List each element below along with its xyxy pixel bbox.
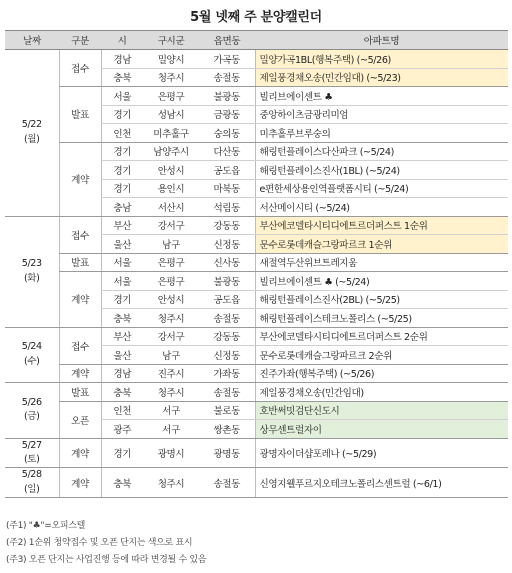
apartment-cell: 호반써밋검단신도시 [255, 401, 508, 420]
apartment-cell: 문수로롯데캐슬그랑파르크 1순위 [255, 235, 508, 254]
day-cell [5, 50, 59, 217]
gu-cell: 청주시 [143, 383, 199, 402]
header-apartment: 아파트명 [255, 31, 508, 50]
category-cell: 접수 [59, 216, 101, 253]
apartment-cell: 진주가좌(행복주택) (~5/26) [255, 364, 508, 383]
table-row [5, 327, 508, 346]
day-cell [5, 383, 59, 439]
day-cell [5, 216, 59, 327]
gu-cell: 남구 [143, 235, 199, 254]
header-si: 시 [101, 31, 143, 50]
si-cell: 부산 [101, 216, 143, 235]
apartment-cell: 서산메이시티 (~5/24) [255, 198, 508, 217]
gu-cell: 밀양시 [143, 50, 199, 69]
gu-cell: 서구 [143, 401, 199, 420]
gu-cell: 서산시 [143, 198, 199, 217]
category-cell: 발표 [59, 87, 101, 143]
dong-cell: 불광동 [199, 272, 255, 291]
table-row [5, 468, 508, 498]
apartment-cell: 제일풍경채오송(민간임대) [255, 383, 508, 402]
si-cell: 울산 [101, 235, 143, 254]
gu-cell: 청주시 [143, 68, 199, 87]
day-weekday: (수) [23, 355, 40, 367]
gu-cell: 진주시 [143, 364, 199, 383]
category-cell: 계약 [59, 468, 101, 498]
dong-cell: 가곡동 [199, 50, 255, 69]
day-weekday: (토) [23, 453, 40, 465]
footnotes [6, 518, 206, 569]
apartment-cell: 해링턴플레이스다산파크 (~5/24) [255, 142, 508, 161]
table-row [5, 50, 508, 69]
dong-cell: 송절동 [199, 68, 255, 87]
si-cell: 경기 [101, 290, 143, 309]
header-dong: 읍면동 [199, 31, 255, 50]
day-weekday: (금) [23, 411, 40, 423]
category-cell: 접수 [59, 327, 101, 364]
si-cell: 울산 [101, 346, 143, 365]
gu-cell: 용인시 [143, 179, 199, 198]
gu-cell: 남양주시 [143, 142, 199, 161]
apartment-cell: 빌리브에이센트 ♣ [255, 87, 508, 106]
dong-cell: 숭의동 [199, 124, 255, 143]
dong-cell: 송절동 [199, 309, 255, 328]
dong-cell: 불로동 [199, 401, 255, 420]
day-date: 5/28 [21, 469, 42, 481]
dong-cell: 금광동 [199, 105, 255, 124]
apartment-cell: 미추홀루브루숭의 [255, 124, 508, 143]
day-date: 5/26 [21, 396, 42, 408]
dong-cell: 송절동 [199, 383, 255, 402]
si-cell: 인천 [101, 401, 143, 420]
category-cell: 발표 [59, 253, 101, 272]
table-row [5, 364, 508, 383]
page-title: 5월 넷째 주 분양캘린더 [190, 10, 322, 25]
category-cell: 계약 [59, 142, 101, 216]
day-date: 5/27 [21, 439, 42, 451]
dong-cell: 다산동 [199, 142, 255, 161]
dong-cell: 송절동 [199, 468, 255, 498]
category-cell: 계약 [59, 272, 101, 328]
dong-cell: 마북동 [199, 179, 255, 198]
table-row [5, 438, 508, 468]
si-cell: 경기 [101, 142, 143, 161]
day-date: 5/23 [21, 258, 42, 270]
apartment-cell: 제일풍경채오송(민간임대) (~5/23) [255, 68, 508, 87]
dong-cell: 신정동 [199, 235, 255, 254]
si-cell: 경남 [101, 50, 143, 69]
dong-cell: 공도읍 [199, 161, 255, 180]
gu-cell: 서구 [143, 420, 199, 439]
dong-cell: 강동동 [199, 216, 255, 235]
si-cell: 서울 [101, 272, 143, 291]
gu-cell: 강서구 [143, 216, 199, 235]
gu-cell: 남구 [143, 346, 199, 365]
gu-cell: 청주시 [143, 468, 199, 498]
apartment-cell: 광명자이더샵포레나 (~5/29) [255, 438, 508, 468]
day-cell [5, 327, 59, 383]
si-cell: 경남 [101, 364, 143, 383]
category-cell: 오픈 [59, 401, 101, 438]
table-row [5, 383, 508, 402]
si-cell: 경기 [101, 161, 143, 180]
gu-cell: 청주시 [143, 309, 199, 328]
si-cell: 서울 [101, 87, 143, 106]
table-row [5, 142, 508, 161]
day-weekday: (화) [23, 272, 40, 284]
dong-cell: 광명동 [199, 438, 255, 468]
footnote-3: (주3) 오픈 단지는 사업진행 등에 따라 변경될 수 있음 [6, 555, 207, 565]
si-cell: 경기 [101, 179, 143, 198]
dong-cell: 공도읍 [199, 290, 255, 309]
apartment-cell: 새절역두산위브트레지움 [255, 253, 508, 272]
gu-cell: 안성시 [143, 161, 199, 180]
table-row [5, 87, 508, 106]
header-type: 구분 [59, 31, 101, 50]
si-cell: 충남 [101, 198, 143, 217]
footnote-2: (주2) 1순위 청약접수 및 오픈 단지는 색으로 표시 [6, 538, 193, 548]
apartment-cell: 밀양가곡1BL(행복주택) (~5/26) [255, 50, 508, 69]
si-cell: 충북 [101, 468, 143, 498]
si-cell: 서울 [101, 253, 143, 272]
table-header-row [5, 31, 508, 50]
si-cell: 인천 [101, 124, 143, 143]
day-cell [5, 438, 59, 468]
si-cell: 경기 [101, 438, 143, 468]
apartment-cell: 해링턴플레이스진사(1BL) (~5/24) [255, 161, 508, 180]
apartment-cell: e편한세상용인역플랫폼시티 (~5/24) [255, 179, 508, 198]
category-cell: 계약 [59, 438, 101, 468]
day-date: 5/22 [21, 119, 42, 131]
si-cell: 경기 [101, 105, 143, 124]
dong-cell: 신정동 [199, 346, 255, 365]
dong-cell: 강동동 [199, 327, 255, 346]
dong-cell: 신사동 [199, 253, 255, 272]
si-cell: 광주 [101, 420, 143, 439]
header-date: 날짜 [5, 31, 59, 50]
apartment-cell: 부산에코델타시티디에트르더퍼스트 2순위 [255, 327, 508, 346]
si-cell: 충북 [101, 383, 143, 402]
dong-cell: 쌍촌동 [199, 420, 255, 439]
si-cell: 충북 [101, 68, 143, 87]
gu-cell: 광명시 [143, 438, 199, 468]
gu-cell: 강서구 [143, 327, 199, 346]
si-cell: 충북 [101, 309, 143, 328]
footnote-1: (주1) "♣"=오피스텔 [6, 521, 86, 531]
day-weekday: (일) [23, 483, 40, 495]
category-cell: 접수 [59, 50, 101, 87]
gu-cell: 성남시 [143, 105, 199, 124]
day-weekday: (월) [23, 133, 40, 145]
day-date: 5/24 [21, 341, 42, 353]
gu-cell: 안성시 [143, 290, 199, 309]
apartment-cell: 중앙하이츠금광리미엄 [255, 105, 508, 124]
apartment-cell: 문수로롯데캐슬그랑파르크 2순위 [255, 346, 508, 365]
table-row [5, 253, 508, 272]
gu-cell: 은평구 [143, 87, 199, 106]
apartment-cell: 해링턴플레이스진사(2BL) (~5/25) [255, 290, 508, 309]
dong-cell: 가좌동 [199, 364, 255, 383]
table-body [5, 50, 508, 498]
category-cell: 발표 [59, 383, 101, 402]
dong-cell: 석림동 [199, 198, 255, 217]
table-row [5, 216, 508, 235]
gu-cell: 은평구 [143, 272, 199, 291]
apartment-cell: 부산에코델타시티디에트르더퍼스트 1순위 [255, 216, 508, 235]
gu-cell: 은평구 [143, 253, 199, 272]
category-cell: 계약 [59, 364, 101, 383]
day-cell [5, 468, 59, 498]
apartment-cell: 해링턴플레이스테크노폴리스 (~5/25) [255, 309, 508, 328]
apartment-cell: 빌리브에이센트 ♣ (~5/24) [255, 272, 508, 291]
sales-calendar-table [5, 30, 508, 498]
si-cell: 부산 [101, 327, 143, 346]
header-gu: 구시군 [143, 31, 199, 50]
table-row [5, 272, 508, 291]
apartment-cell: 상무센트럴자이 [255, 420, 508, 439]
dong-cell: 불광동 [199, 87, 255, 106]
apartment-cell: 신영지웰푸르지오테크노폴리스센트럴 (~6/1) [255, 468, 508, 498]
table-row [5, 401, 508, 420]
gu-cell: 미추홀구 [143, 124, 199, 143]
